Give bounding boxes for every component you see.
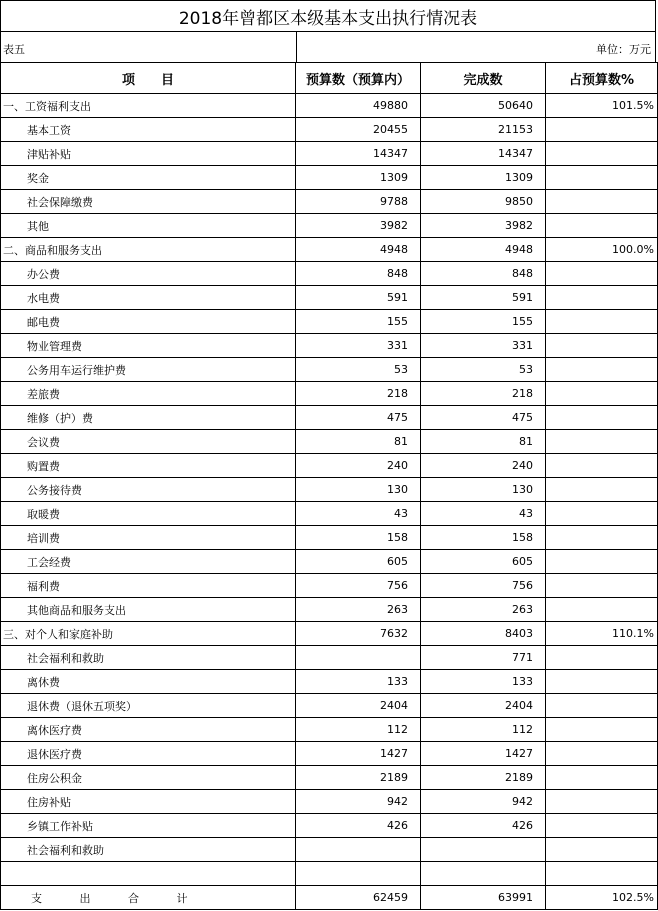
row-ratio <box>546 262 658 286</box>
table-row <box>1 670 658 694</box>
row-item: 取暖费 <box>1 502 296 526</box>
table-row <box>1 574 658 598</box>
row-actual: 2189 <box>421 766 546 790</box>
row-item: 工会经费 <box>1 550 296 574</box>
row-budget: 112 <box>296 718 421 742</box>
row-item: 社会福利和救助 <box>1 838 296 862</box>
table-row <box>1 430 658 454</box>
row-actual: 9850 <box>421 190 546 214</box>
row-item: 会议费 <box>1 430 296 454</box>
row-actual: 158 <box>421 526 546 550</box>
row-budget: 591 <box>296 286 421 310</box>
row-budget: 475 <box>296 406 421 430</box>
header-budget: 预算数（预算内） <box>296 63 421 94</box>
row-actual: 605 <box>421 550 546 574</box>
row-item: 其他 <box>1 214 296 238</box>
row-ratio <box>546 814 658 838</box>
table-row <box>1 118 658 142</box>
row-budget: 218 <box>296 382 421 406</box>
table-row <box>1 166 658 190</box>
row-budget: 848 <box>296 262 421 286</box>
table-row <box>1 214 658 238</box>
row-item: 差旅费 <box>1 382 296 406</box>
row-ratio: 110.1% <box>546 622 658 646</box>
row-budget: 130 <box>296 478 421 502</box>
table-row <box>1 262 658 286</box>
row-ratio <box>546 598 658 622</box>
row-budget <box>296 838 421 862</box>
row-ratio <box>546 454 658 478</box>
header-ratio: 占预算数% <box>546 63 658 94</box>
table-row <box>1 478 658 502</box>
row-item: 培训费 <box>1 526 296 550</box>
row-budget: 942 <box>296 790 421 814</box>
row-budget <box>296 862 421 886</box>
unit-label: 单位：万元 <box>596 43 651 56</box>
row-actual: 43 <box>421 502 546 526</box>
row-budget: 155 <box>296 310 421 334</box>
row-item: 公务接待费 <box>1 478 296 502</box>
row-item: 退休费（退休五项奖） <box>1 694 296 718</box>
row-actual <box>421 862 546 886</box>
row-item: 住房补贴 <box>1 790 296 814</box>
row-budget: 605 <box>296 550 421 574</box>
meta-row <box>0 32 656 62</box>
row-item: 离休医疗费 <box>1 718 296 742</box>
table-row <box>1 622 658 646</box>
row-ratio: 100.0% <box>546 238 658 262</box>
total-label: 支 出 合 计 <box>1 886 296 910</box>
row-budget: 1309 <box>296 166 421 190</box>
row-actual: 263 <box>421 598 546 622</box>
row-item: 一、工资福利支出 <box>1 94 296 118</box>
table-row <box>1 190 658 214</box>
row-item: 津贴补贴 <box>1 142 296 166</box>
row-budget: 1427 <box>296 742 421 766</box>
row-item: 社会保障缴费 <box>1 190 296 214</box>
table-row <box>1 550 658 574</box>
table-row <box>1 790 658 814</box>
row-item: 二、商品和服务支出 <box>1 238 296 262</box>
row-budget: 2189 <box>296 766 421 790</box>
row-item: 办公费 <box>1 262 296 286</box>
row-ratio <box>546 742 658 766</box>
header-row <box>1 63 658 94</box>
row-ratio <box>546 190 658 214</box>
table-row <box>1 238 658 262</box>
row-budget: 756 <box>296 574 421 598</box>
total-row <box>1 886 658 910</box>
row-ratio <box>546 334 658 358</box>
expenditure-table <box>0 62 658 910</box>
table-row <box>1 862 658 886</box>
table-row <box>1 526 658 550</box>
table-row <box>1 742 658 766</box>
header-item: 项 目 <box>1 63 296 94</box>
row-ratio <box>546 286 658 310</box>
meta-divider <box>296 32 297 62</box>
row-actual: 8403 <box>421 622 546 646</box>
total-actual: 63991 <box>421 886 546 910</box>
row-actual: 21153 <box>421 118 546 142</box>
sheet-title: 2018年曾都区本级基本支出执行情况表 <box>0 0 656 32</box>
row-actual: 771 <box>421 646 546 670</box>
row-budget: 133 <box>296 670 421 694</box>
row-budget: 7632 <box>296 622 421 646</box>
row-budget: 81 <box>296 430 421 454</box>
row-budget: 158 <box>296 526 421 550</box>
row-ratio <box>546 406 658 430</box>
row-item: 购置费 <box>1 454 296 478</box>
row-ratio <box>546 646 658 670</box>
row-item: 福利费 <box>1 574 296 598</box>
row-budget: 426 <box>296 814 421 838</box>
table-row <box>1 406 658 430</box>
row-actual: 14347 <box>421 142 546 166</box>
row-item: 离休费 <box>1 670 296 694</box>
row-item: 水电费 <box>1 286 296 310</box>
row-ratio <box>546 790 658 814</box>
row-item: 邮电费 <box>1 310 296 334</box>
row-actual: 942 <box>421 790 546 814</box>
row-actual: 155 <box>421 310 546 334</box>
row-item: 维修（护）费 <box>1 406 296 430</box>
row-ratio <box>546 166 658 190</box>
table-row <box>1 502 658 526</box>
row-actual: 591 <box>421 286 546 310</box>
row-budget: 4948 <box>296 238 421 262</box>
row-item: 物业管理费 <box>1 334 296 358</box>
row-budget: 53 <box>296 358 421 382</box>
row-budget <box>296 646 421 670</box>
row-actual: 1309 <box>421 166 546 190</box>
row-actual: 331 <box>421 334 546 358</box>
table-row <box>1 382 658 406</box>
table-row <box>1 766 658 790</box>
row-actual: 2404 <box>421 694 546 718</box>
row-ratio <box>546 526 658 550</box>
row-ratio <box>546 670 658 694</box>
row-ratio <box>546 142 658 166</box>
row-budget: 331 <box>296 334 421 358</box>
row-ratio <box>546 862 658 886</box>
table-row <box>1 454 658 478</box>
table-row <box>1 334 658 358</box>
row-budget: 3982 <box>296 214 421 238</box>
table-row <box>1 310 658 334</box>
row-ratio <box>546 118 658 142</box>
row-budget: 49880 <box>296 94 421 118</box>
row-ratio <box>546 550 658 574</box>
row-item: 基本工资 <box>1 118 296 142</box>
row-item: 乡镇工作补贴 <box>1 814 296 838</box>
row-item: 住房公积金 <box>1 766 296 790</box>
row-budget: 263 <box>296 598 421 622</box>
row-item: 社会福利和救助 <box>1 646 296 670</box>
row-item: 公务用车运行维护费 <box>1 358 296 382</box>
row-budget: 240 <box>296 454 421 478</box>
table-row <box>1 142 658 166</box>
row-ratio: 101.5% <box>546 94 658 118</box>
total-ratio: 102.5% <box>546 886 658 910</box>
row-actual <box>421 838 546 862</box>
table-body <box>1 94 658 886</box>
row-ratio <box>546 430 658 454</box>
row-item: 三、对个人和家庭补助 <box>1 622 296 646</box>
table-row <box>1 358 658 382</box>
row-budget: 9788 <box>296 190 421 214</box>
row-ratio <box>546 694 658 718</box>
row-ratio <box>546 766 658 790</box>
row-item: 其他商品和服务支出 <box>1 598 296 622</box>
row-actual: 133 <box>421 670 546 694</box>
row-ratio <box>546 382 658 406</box>
row-actual: 4948 <box>421 238 546 262</box>
row-ratio <box>546 574 658 598</box>
table-row <box>1 814 658 838</box>
row-item: 退休医疗费 <box>1 742 296 766</box>
table-row <box>1 94 658 118</box>
row-budget: 2404 <box>296 694 421 718</box>
row-ratio <box>546 838 658 862</box>
row-item <box>1 862 296 886</box>
row-ratio <box>546 502 658 526</box>
row-actual: 848 <box>421 262 546 286</box>
row-actual: 112 <box>421 718 546 742</box>
row-actual: 50640 <box>421 94 546 118</box>
table-row <box>1 694 658 718</box>
row-actual: 53 <box>421 358 546 382</box>
row-budget: 14347 <box>296 142 421 166</box>
table-row <box>1 598 658 622</box>
row-actual: 218 <box>421 382 546 406</box>
row-item: 奖金 <box>1 166 296 190</box>
row-actual: 81 <box>421 430 546 454</box>
row-ratio <box>546 214 658 238</box>
total-budget: 62459 <box>296 886 421 910</box>
row-ratio <box>546 478 658 502</box>
row-actual: 1427 <box>421 742 546 766</box>
row-actual: 3982 <box>421 214 546 238</box>
table-number: 表五 <box>3 43 25 56</box>
row-actual: 475 <box>421 406 546 430</box>
row-actual: 426 <box>421 814 546 838</box>
row-actual: 756 <box>421 574 546 598</box>
row-budget: 20455 <box>296 118 421 142</box>
table-row <box>1 286 658 310</box>
row-ratio <box>546 310 658 334</box>
row-budget: 43 <box>296 502 421 526</box>
header-actual: 完成数 <box>421 63 546 94</box>
table-row <box>1 646 658 670</box>
table-row <box>1 718 658 742</box>
row-actual: 130 <box>421 478 546 502</box>
row-ratio <box>546 718 658 742</box>
row-actual: 240 <box>421 454 546 478</box>
row-ratio <box>546 358 658 382</box>
table-row <box>1 838 658 862</box>
